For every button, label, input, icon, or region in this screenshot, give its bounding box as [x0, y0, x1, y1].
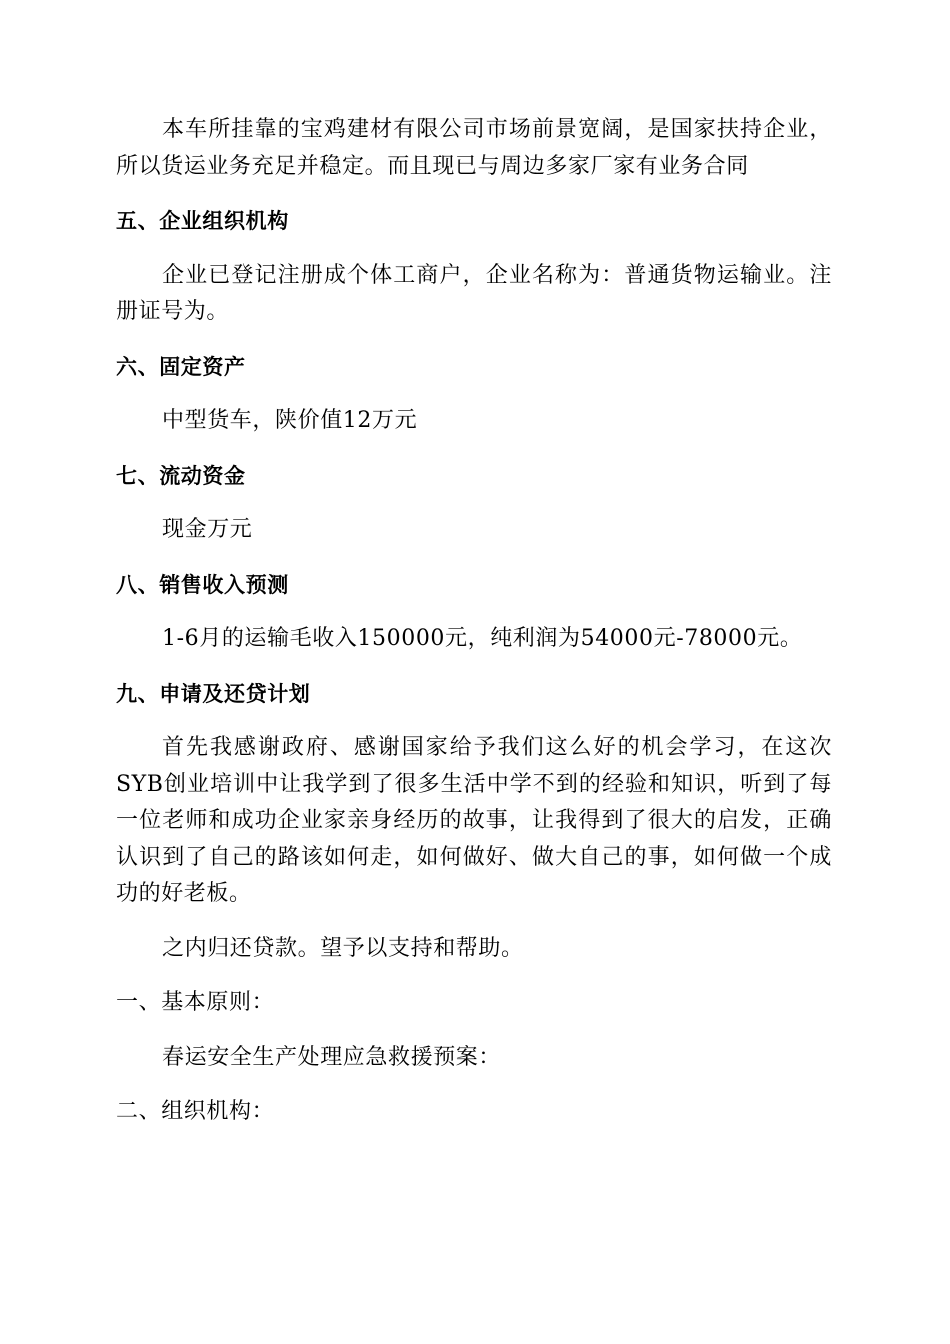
heading-fixed-assets: 六、固定资产	[116, 354, 246, 379]
paragraph-gratitude: 首先我感谢政府、感谢国家给予我们这么好的机会学习，在这次SYB创业培训中让我学到了很多生活中学不到的经验和知识，听到了每一位老师和成功企业家亲身经历的故事，让我得到了很大的启发，正确认识到了自己的路该如何走，如何做好、做大自己的事，如何做一个成功的好老板。	[116, 735, 832, 906]
heading-working-capital: 七、流动资金	[116, 463, 246, 488]
heading-organization-structure: 二、组织机构：	[116, 1099, 275, 1124]
paragraph-working-capital: 现金万元	[162, 517, 253, 542]
heading-basic-principles: 一、基本原则：	[116, 990, 275, 1015]
heading-organization: 五、企业组织机构	[116, 209, 289, 233]
paragraph-business-outlook: 本车所挂靠的宝鸡建材有限公司市场前景宽阔，是国家扶持企业，所以货运业务充足并稳定。而且现已与周边多家厂家有业务合同	[116, 117, 832, 179]
document-body	[116, 112, 832, 1131]
paragraph-emergency-plan: 春运安全生产处理应急救援预案：	[162, 1044, 502, 1070]
paragraph-registration: 企业已登记注册成个体工商户，企业名称为：普通货物运输业。注册证号为。	[116, 262, 832, 324]
heading-sales-forecast: 八、销售收入预测	[116, 572, 289, 597]
paragraph-repayment: 之内归还贷款。望予以支持和帮助。	[162, 935, 524, 961]
paragraph-fixed-assets: 中型货车，陕价值12万元	[162, 408, 418, 433]
paragraph-sales-forecast: 1-6月的运输毛收入150000元，纯利润为54000元-78000元。	[162, 626, 803, 651]
heading-loan-plan: 九、申请及还贷计划	[116, 681, 311, 706]
